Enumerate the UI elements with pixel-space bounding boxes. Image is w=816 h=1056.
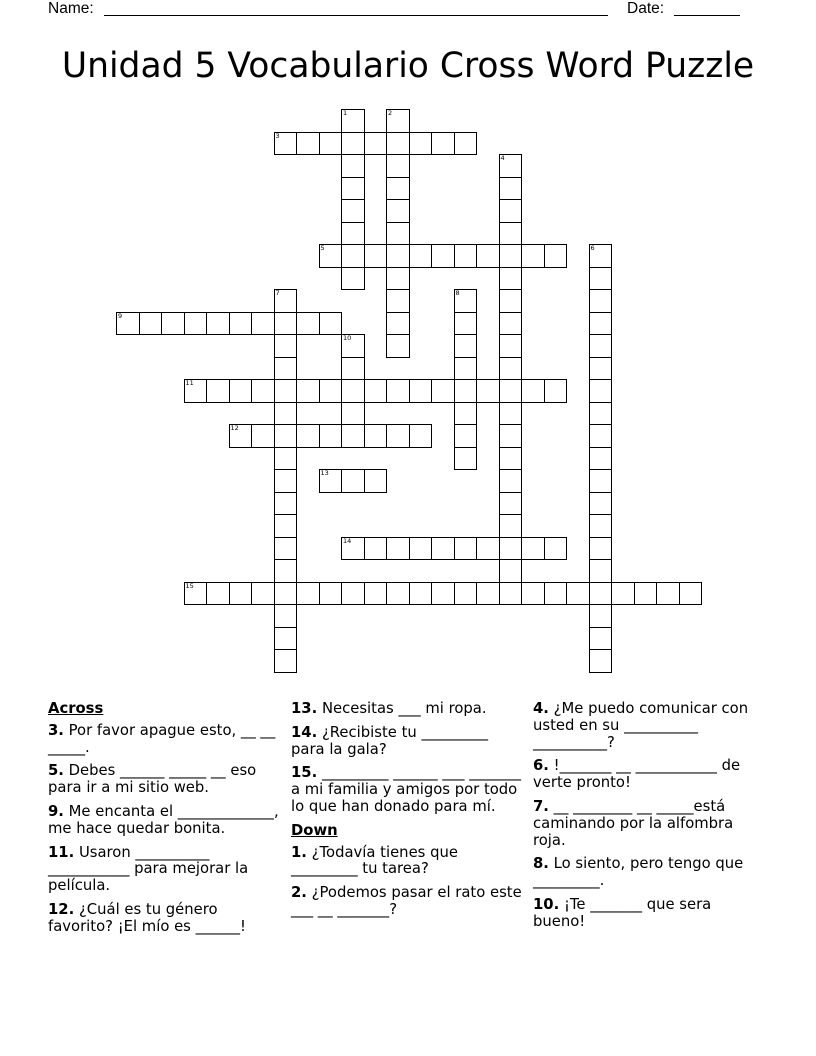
grid-cell <box>454 289 478 313</box>
grid-cell <box>589 469 613 493</box>
cell-number: 3 <box>275 131 280 140</box>
grid-cell <box>319 582 343 606</box>
grid-cell <box>229 582 253 606</box>
grid-cell <box>364 537 388 561</box>
grid-cell <box>521 244 545 268</box>
grid-cell <box>499 289 523 313</box>
grid-cell <box>589 492 613 516</box>
grid-cell <box>521 379 545 403</box>
grid-cell <box>341 582 365 606</box>
grid-cell <box>386 334 410 358</box>
clue-number: 2. <box>291 884 307 902</box>
clue-text: Me encanta el _____________, me hace quedar bonita. <box>48 802 279 837</box>
grid-cell <box>341 424 365 448</box>
grid-cell <box>251 312 275 336</box>
clue-number: 5. <box>48 762 64 780</box>
grid-cell <box>229 424 253 448</box>
grid-cell <box>409 537 433 561</box>
clue-across-15 <box>291 765 523 815</box>
grid-cell <box>386 244 410 268</box>
grid-cell <box>499 267 523 291</box>
grid-cell <box>319 132 343 156</box>
grid-cell <box>499 334 523 358</box>
cell-number: 7 <box>275 289 280 297</box>
grid-cell <box>364 469 388 493</box>
grid-cell <box>319 379 343 403</box>
grid-cell <box>386 199 410 223</box>
grid-cell <box>589 267 613 291</box>
grid-cell <box>589 334 613 358</box>
clue-text: Por favor apague esto, __ __ _____. <box>48 721 276 756</box>
grid-cell <box>499 559 523 583</box>
clue-text: Usaron __________ ___________ para mejorar la película. <box>48 843 249 895</box>
clues-column-3 <box>533 701 763 938</box>
date-label: Date: <box>627 0 665 17</box>
grid-cell <box>679 582 703 606</box>
clue-down-6 <box>533 758 763 792</box>
grid-cell <box>476 379 500 403</box>
grid-cell <box>499 537 523 561</box>
grid-cell <box>251 582 275 606</box>
grid-cell <box>139 312 163 336</box>
clue-down-4 <box>533 701 763 751</box>
grid-cell <box>341 334 365 358</box>
grid-cell <box>431 132 455 156</box>
grid-cell <box>386 177 410 201</box>
grid-cell <box>611 582 635 606</box>
grid-cell <box>296 379 320 403</box>
grid-cell <box>296 312 320 336</box>
grid-cell <box>274 312 298 336</box>
cell-number: 10 <box>343 334 352 342</box>
cell-number: 13 <box>320 469 329 477</box>
grid-cell <box>544 537 568 561</box>
grid-cell <box>341 199 365 223</box>
grid-cell <box>544 582 568 606</box>
grid-cell <box>409 244 433 268</box>
grid-cell <box>274 289 298 313</box>
grid-cell <box>499 154 523 178</box>
grid-cell <box>386 379 410 403</box>
grid-cell <box>431 582 455 606</box>
clue-across-11 <box>48 845 284 895</box>
clue-text: Necesitas ___ mi ropa. <box>321 700 487 717</box>
grid-cell <box>274 649 298 673</box>
grid-cell <box>454 312 478 336</box>
clue-number: 9. <box>48 802 64 820</box>
grid-cell <box>454 334 478 358</box>
clue-text: ¿Todavía tienes que _________ tu tarea? <box>291 843 458 878</box>
cell-number: 14 <box>343 536 352 545</box>
grid-cell <box>589 604 613 628</box>
grid-cell <box>476 582 500 606</box>
grid-cell <box>476 244 500 268</box>
clues-column-2 <box>291 701 523 926</box>
grid-cell <box>341 154 365 178</box>
grid-cell <box>589 289 613 313</box>
grid-cell <box>251 424 275 448</box>
clue-across-14 <box>291 725 523 759</box>
grid-cell <box>499 199 523 223</box>
grid-cell <box>206 582 230 606</box>
clue-down-2 <box>291 885 523 919</box>
clue-text: _________ ______ ___ _______ a mi familia y amigos por todo lo que han donado para mí. <box>291 764 522 815</box>
grid-cell <box>499 424 523 448</box>
clue-text: ¡Te _______ que sera bueno! <box>533 895 712 930</box>
grid-cell <box>589 402 613 426</box>
grid-cell <box>589 357 613 381</box>
grid-cell <box>589 379 613 403</box>
down-heading: Down <box>291 821 338 839</box>
grid-cell <box>341 469 365 493</box>
grid-cell <box>589 627 613 651</box>
grid-cell <box>499 492 523 516</box>
cell-number: 6 <box>590 244 595 252</box>
clue-number: 3. <box>48 721 64 739</box>
grid-cell <box>454 424 478 448</box>
grid-cell <box>544 379 568 403</box>
grid-cell <box>364 379 388 403</box>
grid-cell <box>229 312 253 336</box>
grid-cell <box>409 132 433 156</box>
grid-cell <box>341 537 365 561</box>
clue-across-12 <box>48 902 284 936</box>
clue-number: 6. <box>533 757 549 775</box>
grid-cell <box>521 582 545 606</box>
clue-text: ¿Recibiste tu _________ para la gala? <box>291 723 489 758</box>
grid-cell <box>409 424 433 448</box>
clue-text: ¿Me puedo comunicar con usted en su __________ __________? <box>533 700 749 751</box>
clue-number: 8. <box>533 855 549 873</box>
clue-number: 13. <box>291 700 318 717</box>
clue-down-1 <box>291 845 523 879</box>
name-blank-line <box>104 15 608 16</box>
grid-cell <box>499 312 523 336</box>
grid-cell <box>656 582 680 606</box>
grid-cell <box>161 312 185 336</box>
grid-cell <box>431 537 455 561</box>
cell-number: 2 <box>388 109 393 117</box>
grid-cell <box>454 244 478 268</box>
clue-text: ¿Cuál es tu género favorito? ¡El mío es ______! <box>48 900 246 935</box>
grid-cell <box>364 582 388 606</box>
clue-across-5 <box>48 763 284 797</box>
grid-cell <box>521 537 545 561</box>
grid-cell <box>341 402 365 426</box>
grid-cell <box>589 424 613 448</box>
grid-cell <box>499 447 523 471</box>
worksheet-header <box>0 0 816 22</box>
clue-down-7 <box>533 799 763 849</box>
grid-cell <box>274 379 298 403</box>
grid-cell <box>274 334 298 358</box>
grid-cell <box>274 402 298 426</box>
grid-cell <box>184 379 208 403</box>
cell-number: 4 <box>500 154 505 162</box>
grid-cell <box>274 492 298 516</box>
grid-cell <box>589 447 613 471</box>
grid-cell <box>589 649 613 673</box>
clue-across-9 <box>48 804 284 838</box>
grid-cell <box>499 244 523 268</box>
grid-cell <box>386 289 410 313</box>
grid-cell <box>341 244 365 268</box>
grid-cell <box>341 177 365 201</box>
grid-cell <box>206 379 230 403</box>
grid-cell <box>454 537 478 561</box>
clue-number: 14. <box>291 723 318 741</box>
grid-cell <box>341 267 365 291</box>
grid-cell <box>431 244 455 268</box>
grid-cell <box>274 582 298 606</box>
grid-cell <box>589 312 613 336</box>
grid-cell <box>184 582 208 606</box>
grid-cell <box>499 582 523 606</box>
clue-text: __ ________ __ _____está caminando por la alfombra roja. <box>533 797 734 849</box>
grid-cell <box>341 222 365 246</box>
grid-cell <box>274 469 298 493</box>
grid-cell <box>454 447 478 471</box>
clue-text: !_______ __ ___________ de verte pronto! <box>533 757 741 792</box>
cell-number: 1 <box>343 109 348 117</box>
grid-cell <box>184 312 208 336</box>
grid-cell <box>409 582 433 606</box>
grid-cell <box>319 312 343 336</box>
clue-number: 7. <box>533 797 549 815</box>
grid-cell <box>386 267 410 291</box>
grid-cell <box>454 379 478 403</box>
name-label: Name: <box>48 0 94 17</box>
cell-number: 11 <box>185 379 194 387</box>
grid-cell <box>274 627 298 651</box>
grid-cell <box>499 514 523 538</box>
grid-cell <box>319 244 343 268</box>
cell-number: 9 <box>118 311 123 320</box>
grid-cell <box>589 537 613 561</box>
grid-cell <box>476 537 500 561</box>
grid-cell <box>499 222 523 246</box>
grid-cell <box>589 244 613 268</box>
grid-cell <box>499 402 523 426</box>
clue-text: ¿Podemos pasar el rato este ___ __ _______? <box>291 884 522 918</box>
clue-down-10 <box>533 897 763 931</box>
clue-number: 4. <box>533 700 549 717</box>
grid-cell <box>634 582 658 606</box>
clue-text: Debes ______ _____ __ eso para ir a mi sitio web. <box>48 762 257 797</box>
clue-number: 1. <box>291 843 307 861</box>
grid-cell <box>386 582 410 606</box>
grid-cell <box>499 357 523 381</box>
grid-cell <box>274 604 298 628</box>
grid-cell <box>296 424 320 448</box>
grid-cell <box>296 132 320 156</box>
clue-down-8 <box>533 856 763 890</box>
grid-cell <box>274 559 298 583</box>
grid-cell <box>566 582 590 606</box>
clue-number: 15. <box>291 764 318 782</box>
grid-cell <box>589 582 613 606</box>
clue-number: 12. <box>48 900 75 918</box>
grid-cell <box>274 357 298 381</box>
grid-cell <box>386 312 410 336</box>
grid-cell <box>454 357 478 381</box>
grid-cell <box>341 132 365 156</box>
grid-cell <box>274 447 298 471</box>
grid-cell <box>274 424 298 448</box>
grid-cell <box>431 379 455 403</box>
grid-cell <box>454 132 478 156</box>
grid-cell <box>386 109 410 133</box>
grid-cell <box>341 109 365 133</box>
grid-cell <box>386 154 410 178</box>
clue-text: Lo siento, pero tengo que _________. <box>533 855 744 890</box>
clue-number: 10. <box>533 895 560 913</box>
grid-cell <box>341 357 365 381</box>
clue-across-13 <box>291 701 523 718</box>
clue-across-3 <box>48 723 284 757</box>
across-heading: Across <box>48 700 104 717</box>
cell-number: 15 <box>185 581 194 590</box>
grid-cell <box>274 514 298 538</box>
grid-cell <box>409 379 433 403</box>
grid-cell <box>386 222 410 246</box>
grid-cell <box>364 244 388 268</box>
grid-cell <box>364 424 388 448</box>
grid-cell <box>229 379 253 403</box>
grid-cell <box>206 312 230 336</box>
clues-column-1 <box>48 701 284 943</box>
grid-cell <box>274 132 298 156</box>
grid-cell <box>386 424 410 448</box>
grid-cell <box>499 469 523 493</box>
grid-cell <box>116 312 140 336</box>
date-blank-line <box>674 15 740 16</box>
grid-cell <box>544 244 568 268</box>
grid-cell <box>364 132 388 156</box>
grid-cell <box>386 537 410 561</box>
page-title: Unidad 5 Vocabulario Cross Word Puzzle <box>61 46 755 86</box>
grid-cell <box>454 402 478 426</box>
cell-number: 8 <box>455 289 460 297</box>
cell-number: 5 <box>320 244 325 252</box>
grid-cell <box>454 582 478 606</box>
grid-cell <box>341 379 365 403</box>
grid-cell <box>589 514 613 538</box>
grid-cell <box>319 424 343 448</box>
grid-cell <box>274 537 298 561</box>
grid-cell <box>319 469 343 493</box>
grid-cell <box>589 559 613 583</box>
grid-cell <box>499 177 523 201</box>
cell-number: 12 <box>230 424 239 432</box>
grid-cell <box>386 132 410 156</box>
grid-cell <box>296 582 320 606</box>
grid-cell <box>499 379 523 403</box>
clue-number: 11. <box>48 843 75 861</box>
grid-cell <box>251 379 275 403</box>
